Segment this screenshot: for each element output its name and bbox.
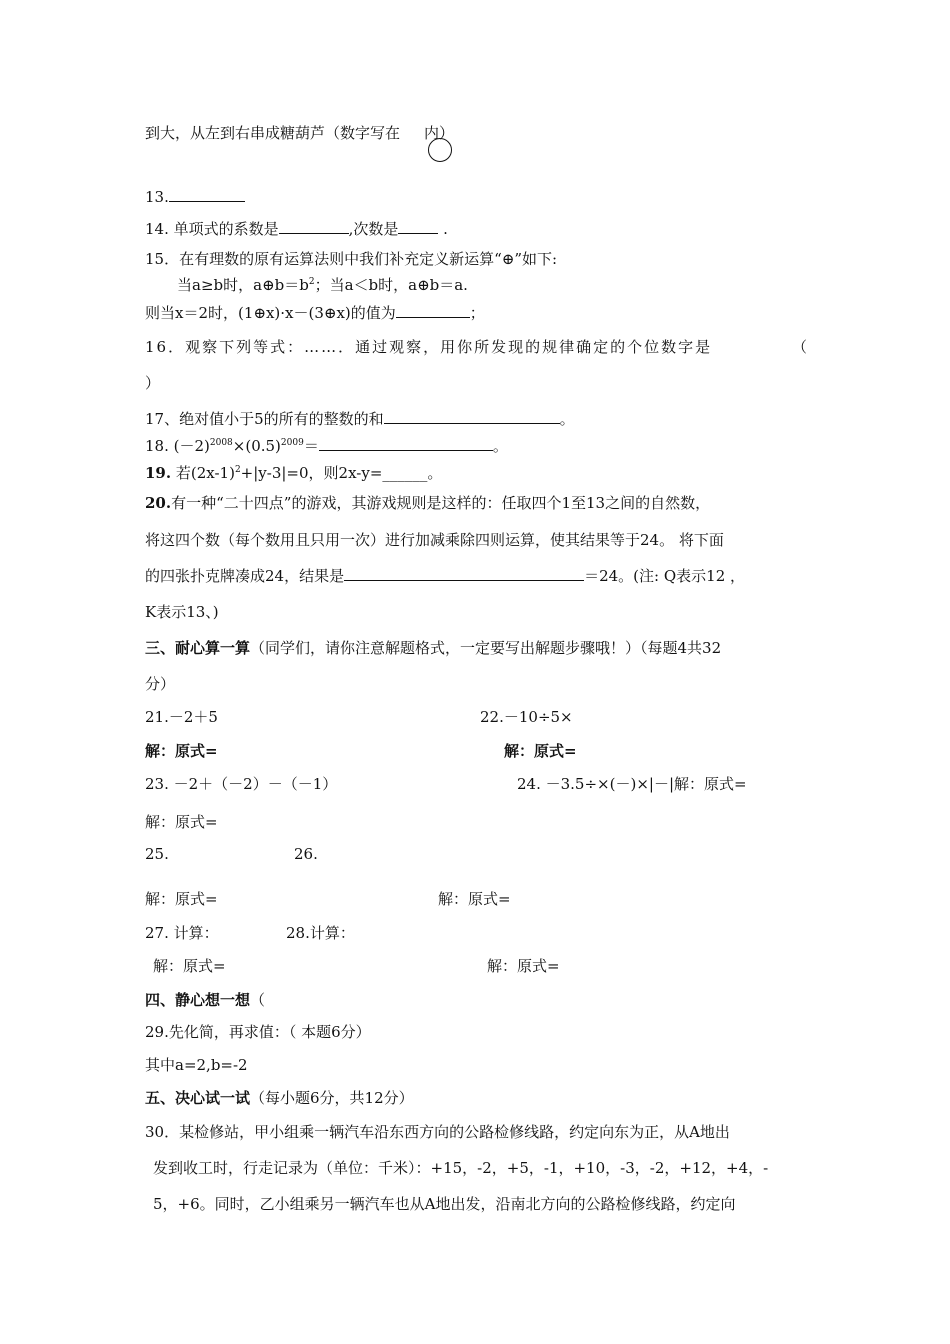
q20-text-1: 有一种“二十四点”的游戏，其游戏规则是这样的：任取四个1至13之间的自然数， [171, 494, 711, 512]
sol26-text: 解：原式= [438, 890, 511, 908]
q28-text: 28.计算： [286, 924, 355, 942]
section-3-note-2: 分） [145, 675, 176, 693]
q14-text2: ,次数是 [348, 220, 399, 238]
q19-exp: 2 [234, 465, 241, 475]
q19-number: 19. [145, 464, 172, 482]
q20-text-2: 将这四个数（每个数用且只用一次）进行加减乘除四则运算，使其结果等于24。 将下面 [145, 531, 724, 549]
question-27 [145, 922, 219, 943]
sol23-text: 解：原式= [145, 813, 218, 831]
question-16 [145, 336, 712, 357]
question-28 [286, 922, 355, 943]
q14-blank-coefficient[interactable] [279, 219, 349, 234]
sol25-text: 解：原式= [145, 890, 218, 908]
q30-text-3: 5，+6。同时，乙小组乘另一辆汽车也从A地出发，沿南北方向的公路检修线路，约定向 [153, 1195, 736, 1213]
question-25 [145, 845, 169, 863]
q15-text: 15．在有理数的原有运算法则中我们补充定义新运算“⊕”如下: [145, 250, 558, 268]
q20-text-5: K表示13、) [145, 603, 219, 621]
q15-rule-a: 当a≥b时，a⊕b＝b [177, 276, 309, 294]
question-14 [145, 218, 448, 239]
question-29-given [145, 1054, 248, 1075]
q30-text-2: 发到收工时，行走记录为（单位：千米）：+15，-2，+5，-1，+10，-3，-2，+12，+4，- [153, 1159, 769, 1177]
q18-exp1: 2008 [209, 438, 233, 448]
q25-text: 25. [145, 845, 169, 863]
q18-text-b: ×(0.5) [232, 437, 281, 455]
solution-25 [145, 888, 218, 909]
question-17 [145, 408, 575, 429]
q24-text: 24. －3.5÷×(－)×|－|解：原式= [517, 775, 747, 793]
question-15-ask [145, 302, 485, 323]
sol22-text: 解：原式= [504, 742, 577, 760]
q17-end: 。 [559, 410, 575, 428]
line-intro [145, 122, 454, 143]
q18-end: 。 [492, 437, 508, 455]
q18-exp2: 2009 [280, 438, 304, 448]
q29-given-text: 其中a=2,b=-2 [145, 1056, 248, 1074]
section-3-heading [145, 637, 721, 658]
question-23 [145, 773, 337, 794]
solution-28 [487, 955, 560, 976]
q15-end: ； [469, 304, 485, 322]
section-3-title: 三、耐心算一算 [145, 639, 251, 657]
text-intro-end: 内） [424, 124, 455, 142]
q14-blank-degree[interactable] [398, 219, 438, 234]
q19-text-b: +|y-3|=0，则2x-y=______。 [240, 464, 443, 482]
section-4-heading [145, 989, 265, 1010]
section-3-heading-2 [145, 673, 175, 694]
question-24 [517, 773, 747, 794]
section-5-note: （每小题6分，共12分） [250, 1089, 414, 1107]
circle-icon [428, 138, 452, 162]
question-30-line3 [153, 1193, 736, 1214]
solution-23 [145, 811, 218, 832]
solution-26 [438, 888, 511, 909]
q18-text-a: 18. (－2) [145, 437, 210, 455]
q18-eq: ＝ [303, 437, 319, 455]
q20-number: 20. [145, 494, 172, 512]
q18-blank[interactable] [319, 436, 493, 451]
question-20 [145, 492, 710, 513]
q20-text-3: 的四张扑克牌凑成24，结果是 [145, 567, 345, 585]
section-5-title: 五、决心试一试 [145, 1089, 251, 1107]
section-3-note: （同学们，请你注意解题格式，一定要写出解题步骤哦！）（每题4共32 [250, 639, 722, 657]
question-20-line4 [145, 601, 219, 622]
q15-rule-b: ；当a＜b时，a⊕b＝a. [314, 276, 468, 294]
question-22 [480, 706, 573, 727]
section-4-title: 四、静心想一想 [145, 991, 251, 1009]
q15-blank[interactable] [396, 303, 470, 318]
solution-22 [504, 740, 577, 761]
q29-text: 29.先化简，再求值：（ 本题6分） [145, 1023, 371, 1041]
q13-blank[interactable] [169, 187, 245, 202]
q16-paren-close [145, 372, 160, 393]
q22-text: 22.－10÷5× [480, 708, 573, 726]
sol27-text: 解：原式= [153, 957, 226, 975]
q19-text-a: 若(2x-1) [171, 464, 235, 482]
question-18 [145, 435, 508, 456]
q13-number: 13. [145, 188, 169, 206]
sol28-text: 解：原式= [487, 957, 560, 975]
section-5-heading [145, 1087, 414, 1108]
question-20-line3 [145, 565, 745, 586]
q26-text: 26. [294, 845, 318, 863]
question-13 [145, 187, 245, 206]
section-4-paren: （ [250, 991, 266, 1009]
question-15 [145, 248, 557, 269]
q20-text-4: ＝24。(注: Q表示12 ， [584, 567, 746, 585]
question-29 [145, 1021, 371, 1042]
q17-blank[interactable] [384, 409, 560, 424]
question-21 [145, 706, 218, 727]
question-19 [145, 462, 442, 483]
q15-ask: 则当x＝2时，(1⊕x)·x－(3⊕x)的值为 [145, 304, 396, 322]
q16-text: 16．观察下列等式：……．通过观察，用你所发现的规律确定的个位数字是 [145, 338, 713, 356]
q30-text-1: 30．某检修站，甲小组乘一辆汽车沿东西方向的公路检修线路，约定向东为正，从A地出 [145, 1123, 730, 1141]
question-20-line2 [145, 529, 724, 550]
q14-end: . [438, 220, 448, 238]
solution-21 [145, 740, 218, 761]
q16-paren-open [792, 336, 807, 357]
question-30 [145, 1121, 730, 1142]
question-30-line2 [153, 1157, 768, 1178]
text-intro: 到大，从左到右串成糖葫芦（数字写在 [145, 124, 401, 142]
q16-paren-close-text: ） [145, 374, 161, 392]
q17-text: 17、绝对值小于5的所有的整数的和 [145, 410, 384, 428]
q14-text: 14. 单项式的系数是 [145, 220, 279, 238]
q23-text: 23. －2＋（－2）－（－1） [145, 775, 338, 793]
question-26 [294, 845, 318, 863]
solution-27 [153, 955, 226, 976]
sol21-text: 解：原式= [145, 742, 218, 760]
q16-paren-open-text: （ [792, 338, 808, 356]
q20-blank[interactable] [344, 566, 584, 581]
question-15-rule: 当a≥b时，$a\oplus b=b^2$；当a＜b时，a⊕b＝a. [177, 276, 468, 294]
q21-text: 21.－2＋5 [145, 708, 218, 726]
q27-text: 27. 计算： [145, 924, 219, 942]
